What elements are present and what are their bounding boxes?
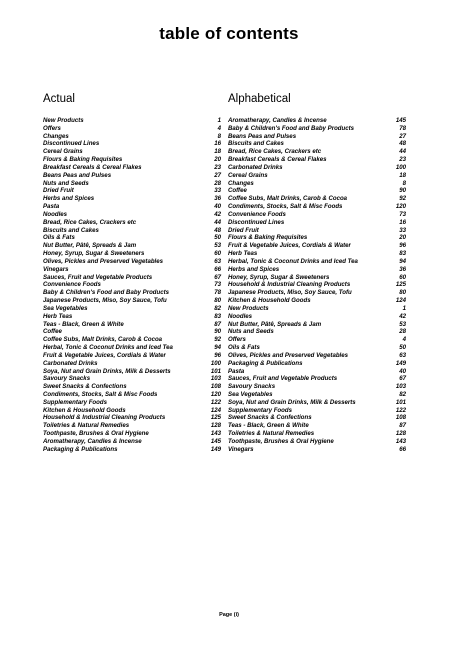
page-title: table of contents: [159, 24, 299, 43]
toc-entry: [43, 203, 221, 211]
toc-entry: [43, 148, 221, 156]
toc-entry-title: Olives, Pickles and Preserved Vegetables: [43, 257, 164, 265]
toc-entry-page-number: 103: [395, 383, 406, 391]
toc-entry: [228, 336, 406, 344]
toc-entry: [228, 375, 406, 383]
toc-entry: [228, 164, 406, 172]
toc-entry-title: Breakfast Cereals & Cereal Flakes: [43, 163, 142, 171]
toc-entry-page-number: 83: [399, 250, 406, 258]
toc-entry-page-number: 67: [214, 273, 221, 281]
toc-entry: [228, 133, 406, 141]
toc-entry-title: Oils & Fats: [43, 234, 75, 242]
toc-entry: [43, 195, 221, 203]
toc-entry: [228, 422, 406, 430]
toc-entry-page-number: 101: [210, 367, 221, 375]
toc-entry-page-number: 4: [402, 336, 406, 344]
toc-entry-page-number: 101: [395, 398, 406, 406]
toc-entry-page-number: 27: [399, 132, 406, 140]
toc-entry-title: Biscuits and Cakes: [228, 140, 284, 148]
toc-entry-page-number: 23: [214, 163, 221, 171]
toc-entry-page-number: 108: [210, 383, 221, 391]
toc-entry-title: Breakfast Cereals & Cereal Flakes: [228, 156, 327, 164]
toc-entry: [228, 148, 406, 156]
toc-entry: [43, 172, 221, 180]
toc-entry: [43, 164, 221, 172]
toc-entry-page-number: 63: [214, 257, 221, 265]
toc-entry: [228, 289, 406, 297]
toc-entry-title: Packaging & Publications: [228, 359, 303, 367]
toc-entry-title: Packaging & Publications: [43, 445, 118, 453]
toc-entry: [43, 305, 221, 313]
toc-entry: [228, 140, 406, 148]
toc-entry-title: Carbonated Drinks: [43, 359, 98, 367]
toc-entry-title: Carbonated Drinks: [228, 163, 283, 171]
toc-entry-page-number: 83: [214, 312, 221, 320]
toc-entry: [228, 187, 406, 195]
toc-entry-page-number: 92: [214, 336, 221, 344]
toc-column-alphabetical: [228, 92, 406, 454]
toc-entry-title: Sea Vegetables: [228, 390, 273, 398]
toc-entry-title: Nut Butter, Pâtê, Spreads & Jam: [228, 320, 322, 328]
toc-entry: [43, 328, 221, 336]
toc-entry-page-number: 87: [214, 320, 221, 328]
toc-entry-page-number: 42: [214, 210, 221, 218]
toc-entry: [43, 140, 221, 148]
toc-entry-title: Nut Butter, Pâtê, Spreads & Jam: [43, 242, 137, 250]
toc-entry-page-number: 82: [399, 390, 406, 398]
toc-entry-page-number: 66: [399, 445, 406, 453]
toc-entry: [43, 281, 221, 289]
toc-entry-title: Aromatherapy, Candles & Incense: [43, 437, 142, 445]
toc-entry-title: Noodles: [43, 210, 68, 218]
toc-entry-page-number: 28: [214, 179, 221, 187]
toc-entry-title: Oils & Fats: [228, 344, 260, 352]
toc-entry-title: Herbs and Spices: [228, 265, 280, 273]
toc-entry: [43, 180, 221, 188]
toc-entry-title: Noodles: [228, 312, 253, 320]
toc-entry: [228, 281, 406, 289]
toc-entry-page-number: 87: [399, 422, 406, 430]
toc-entry: [228, 360, 406, 368]
toc-entry: [43, 313, 221, 321]
toc-entry-title: Coffee Subs, Malt Drinks, Carob & Cocoa: [228, 195, 348, 203]
toc-entry-page-number: 8: [402, 179, 406, 187]
toc-entry-page-number: 16: [214, 140, 221, 148]
toc-entry-page-number: 48: [399, 140, 406, 148]
toc-entry-title: Pasta: [228, 367, 245, 375]
toc-entry-title: Condiments, Stocks, Salt & Misc Foods: [228, 203, 343, 211]
toc-entry-title: Teas - Black, Green & White: [43, 320, 124, 328]
toc-entry-page-number: 90: [399, 187, 406, 195]
toc-entry-title: Household & Industrial Cleaning Products: [43, 414, 166, 422]
toc-entry: [43, 383, 221, 391]
toc-entry: [228, 125, 406, 133]
toc-entry-title: Flours & Baking Requisites: [228, 234, 308, 242]
toc-entry-title: Offers: [43, 124, 61, 132]
toc-entry-page-number: 122: [210, 398, 221, 406]
toc-entry: [228, 195, 406, 203]
toc-entry: [43, 250, 221, 258]
toc-entry-title: Teas - Black, Green & White: [228, 422, 309, 430]
toc-entry-page-number: 92: [399, 195, 406, 203]
toc-entry: [228, 219, 406, 227]
toc-entry-title: Herb Teas: [43, 312, 73, 320]
toc-entry-page-number: 20: [399, 234, 406, 242]
toc-entry: [43, 187, 221, 195]
toc-entry: [43, 430, 221, 438]
toc-entry-title: Sea Vegetables: [43, 304, 88, 312]
toc-entry-page-number: 145: [395, 117, 406, 124]
toc-entry-page-number: 60: [399, 273, 406, 281]
toc-entry-page-number: 73: [399, 210, 406, 218]
toc-entry: [228, 407, 406, 415]
toc-entry-title: Toothpaste, Brushes & Oral Hygiene: [43, 430, 149, 438]
toc-entry-title: Kitchen & Household Goods: [43, 406, 126, 414]
toc-entry-page-number: 36: [214, 195, 221, 203]
toc-entry: [43, 125, 221, 133]
toc-entry-page-number: 100: [395, 163, 406, 171]
toc-entry-title: Honey, Syrup, Sugar & Sweeteners: [43, 250, 145, 258]
toc-entry: [228, 391, 406, 399]
toc-entry-page-number: 128: [395, 430, 406, 438]
toc-entry: [228, 297, 406, 305]
toc-entry-title: Savoury Snacks: [43, 375, 91, 383]
toc-entry: [228, 305, 406, 313]
toc-entry-title: Bread, Rice Cakes, Crackers etc: [43, 218, 137, 226]
toc-entry-page-number: 108: [395, 414, 406, 422]
toc-entry: [228, 414, 406, 422]
toc-entry-title: Changes: [228, 179, 254, 187]
toc-entry-title: Convenience Foods: [228, 210, 286, 218]
toc-entry: [43, 133, 221, 141]
toc-entry-page-number: 103: [210, 375, 221, 383]
toc-entry-page-number: 78: [214, 289, 221, 297]
toc-entry-title: Biscuits and Cakes: [43, 226, 99, 234]
toc-entry: [228, 156, 406, 164]
toc-entry-title: Baby & Children's Food and Baby Products: [228, 124, 355, 132]
toc-entry-page-number: 128: [210, 422, 221, 430]
toc-entry-page-number: 143: [210, 430, 221, 438]
toc-entry: [43, 414, 221, 422]
toc-entry-page-number: 28: [399, 328, 406, 336]
toc-entry-title: New Products: [228, 304, 269, 312]
toc-entry-page-number: 40: [214, 203, 221, 211]
toc-entry: [43, 352, 221, 360]
toc-entry-page-number: 36: [399, 265, 406, 273]
page-number-footer: Page (i): [219, 612, 239, 618]
toc-entry: [228, 172, 406, 180]
toc-entry: [43, 117, 221, 125]
toc-entry-title: Vinegars: [43, 265, 69, 273]
toc-entry-page-number: 80: [214, 297, 221, 305]
toc-entry-title: Soya, Nut and Grain Drinks, Milk & Desserts: [228, 398, 356, 406]
toc-entry-page-number: 149: [395, 359, 406, 367]
toc-entry-title: New Products: [43, 117, 84, 124]
toc-column-actual: [43, 92, 221, 454]
toc-entry-page-number: 53: [214, 242, 221, 250]
toc-entry: [228, 352, 406, 360]
toc-entry-title: Flours & Baking Requisites: [43, 156, 123, 164]
toc-entry-title: Herb Teas: [228, 250, 258, 258]
toc-entry-title: Honey, Syrup, Sugar & Sweeteners: [228, 273, 330, 281]
toc-entry-title: Condiments, Stocks, Salt & Misc Foods: [43, 390, 158, 398]
toc-entry-title: Toiletries & Natural Remedies: [43, 422, 130, 430]
toc-entry: [228, 227, 406, 235]
toc-entry-title: Cereal Grains: [228, 171, 268, 179]
toc-entry: [228, 383, 406, 391]
toc-entry-page-number: 33: [214, 187, 221, 195]
toc-entry-page-number: 50: [399, 344, 406, 352]
toc-entry: [43, 266, 221, 274]
toc-entry: [228, 234, 406, 242]
toc-entry: [43, 422, 221, 430]
toc-entry-title: Toothpaste, Brushes & Oral Hygiene: [228, 437, 334, 445]
toc-entry-title: Herbs and Spices: [43, 195, 95, 203]
toc-entry-title: Beans Peas and Pulses: [228, 132, 297, 140]
toc-entry: [228, 258, 406, 266]
toc-entry: [43, 156, 221, 164]
toc-entry-page-number: 96: [399, 242, 406, 250]
toc-entry: [228, 180, 406, 188]
toc-entry-page-number: 1: [217, 117, 221, 124]
toc-entry-page-number: 18: [214, 148, 221, 156]
toc-entry-title: Fruit & Vegetable Juices, Cordials & Water: [228, 242, 351, 250]
toc-entry: [43, 446, 221, 454]
toc-entry-title: Discontinued Lines: [43, 140, 100, 148]
toc-entry: [228, 203, 406, 211]
toc-entry-page-number: 120: [210, 390, 221, 398]
toc-entry-title: Sauces, Fruit and Vegetable Products: [228, 375, 338, 383]
toc-entry-title: Sauces, Fruit and Vegetable Products: [43, 273, 153, 281]
toc-entry: [43, 227, 221, 235]
toc-entry: [43, 407, 221, 415]
toc-entry: [43, 297, 221, 305]
toc-entry-title: Pasta: [43, 203, 60, 211]
toc-entry-page-number: 8: [217, 132, 221, 140]
toc-entry-page-number: 143: [395, 437, 406, 445]
toc-entry-title: Herbal, Tonic & Coconut Drinks and Iced Tea: [228, 257, 358, 265]
toc-entry: [43, 242, 221, 250]
toc-entry-page-number: 67: [399, 375, 406, 383]
toc-entry-page-number: 63: [399, 351, 406, 359]
toc-entry: [228, 321, 406, 329]
toc-entry-page-number: 82: [214, 304, 221, 312]
toc-entry-page-number: 50: [214, 234, 221, 242]
toc-entry-title: Cereal Grains: [43, 148, 83, 156]
toc-entry-page-number: 124: [210, 406, 221, 414]
toc-entry: [43, 219, 221, 227]
toc-entry-title: Offers: [228, 336, 246, 344]
toc-entry-title: Vinegars: [228, 445, 254, 453]
toc-entry-page-number: 40: [399, 367, 406, 375]
toc-entry-page-number: 48: [214, 226, 221, 234]
toc-entry: [228, 250, 406, 258]
toc-entry-page-number: 27: [214, 171, 221, 179]
toc-entry-title: Kitchen & Household Goods: [228, 297, 311, 305]
toc-entry: [228, 274, 406, 282]
toc-entry: [228, 368, 406, 376]
toc-entry-title: Sweet Snacks & Confections: [43, 383, 127, 391]
column-heading-alphabetical: Alphabetical: [228, 93, 291, 105]
toc-entry-title: Discontinued Lines: [228, 218, 285, 226]
toc-entry: [228, 344, 406, 352]
toc-entry-page-number: 94: [214, 344, 221, 352]
toc-entry: [43, 211, 221, 219]
toc-entry: [43, 234, 221, 242]
toc-entry-page-number: 42: [399, 312, 406, 320]
toc-list-actual: [43, 117, 221, 454]
toc-entry: [228, 438, 406, 446]
toc-entry-title: Coffee Subs, Malt Drinks, Carob & Cocoa: [43, 336, 163, 344]
toc-entry-title: Dried Fruit: [228, 226, 259, 234]
toc-entry-page-number: 73: [214, 281, 221, 289]
toc-entry: [43, 375, 221, 383]
toc-entry-page-number: 53: [399, 320, 406, 328]
toc-entry-title: Savoury Snacks: [228, 383, 276, 391]
toc-entry: [228, 313, 406, 321]
toc-entry-title: Nuts and Seeds: [43, 179, 89, 187]
toc-entry-page-number: 60: [214, 250, 221, 258]
toc-entry-title: Baby & Children's Food and Baby Products: [43, 289, 170, 297]
toc-entry: [43, 258, 221, 266]
toc-entry-title: Olives, Pickles and Preserved Vegetables: [228, 351, 349, 359]
toc-entry: [43, 336, 221, 344]
toc-entry-title: Bread, Rice Cakes, Crackers etc: [228, 148, 322, 156]
toc-entry-page-number: 96: [214, 351, 221, 359]
toc-entry: [43, 321, 221, 329]
toc-entry: [43, 360, 221, 368]
toc-entry: [43, 274, 221, 282]
toc-entry-title: Fruit & Vegetable Juices, Cordials & Water: [43, 351, 166, 359]
toc-entry-title: Changes: [43, 132, 69, 140]
toc-entry: [228, 328, 406, 336]
column-heading-actual: Actual: [43, 93, 75, 105]
toc-entry-title: Coffee: [228, 187, 247, 195]
toc-entry-page-number: 16: [399, 218, 406, 226]
toc-entry-title: Convenience Foods: [43, 281, 101, 289]
toc-entry: [228, 211, 406, 219]
toc-entry-page-number: 18: [399, 171, 406, 179]
toc-entry-page-number: 124: [395, 297, 406, 305]
toc-entry-page-number: 20: [214, 156, 221, 164]
toc-entry-page-number: 120: [395, 203, 406, 211]
toc-entry: [228, 117, 406, 125]
toc-entry: [228, 399, 406, 407]
toc-entry-page-number: 125: [210, 414, 221, 422]
toc-entry: [43, 438, 221, 446]
toc-entry-title: Supplementary Foods: [228, 406, 292, 414]
toc-entry: [43, 399, 221, 407]
toc-entry-page-number: 4: [217, 124, 221, 132]
toc-entry-title: Dried Fruit: [43, 187, 74, 195]
toc-entry-page-number: 145: [210, 437, 221, 445]
toc-entry-title: Household & Industrial Cleaning Products: [228, 281, 351, 289]
toc-entry-page-number: 1: [402, 304, 406, 312]
toc-entry-page-number: 90: [214, 328, 221, 336]
toc-entry-title: Japanese Products, Miso, Soy Sauce, Tofu: [43, 297, 167, 305]
toc-list-alphabetical: [228, 117, 406, 454]
toc-entry-page-number: 149: [210, 445, 221, 453]
toc-entry-page-number: 78: [399, 124, 406, 132]
toc-entry-title: Supplementary Foods: [43, 398, 107, 406]
toc-entry-title: Coffee: [43, 328, 62, 336]
toc-entry-page-number: 44: [214, 218, 221, 226]
toc-entry: [228, 266, 406, 274]
toc-entry: [43, 368, 221, 376]
toc-entry: [43, 289, 221, 297]
toc-entry-title: Soya, Nut and Grain Drinks, Milk & Desserts: [43, 367, 171, 375]
toc-entry-title: Toiletries & Natural Remedies: [228, 430, 315, 438]
toc-entry: [43, 391, 221, 399]
toc-entry-page-number: 100: [210, 359, 221, 367]
toc-entry-title: Beans Peas and Pulses: [43, 171, 112, 179]
toc-entry-page-number: 23: [399, 156, 406, 164]
toc-entry-title: Nuts and Seeds: [228, 328, 274, 336]
toc-entry-page-number: 94: [399, 257, 406, 265]
toc-entry-page-number: 66: [214, 265, 221, 273]
toc-entry-title: Aromatherapy, Candles & Incense: [228, 117, 327, 124]
toc-entry-page-number: 125: [395, 281, 406, 289]
toc-entry-page-number: 122: [395, 406, 406, 414]
toc-entry: [228, 242, 406, 250]
toc-entry-title: Herbal, Tonic & Coconut Drinks and Iced Tea: [43, 344, 173, 352]
toc-entry-page-number: 33: [399, 226, 406, 234]
toc-entry: [43, 344, 221, 352]
toc-entry-page-number: 80: [399, 289, 406, 297]
toc-entry-title: Sweet Snacks & Confections: [228, 414, 312, 422]
toc-entry: [228, 430, 406, 438]
toc-entry-page-number: 44: [399, 148, 406, 156]
toc-entry: [228, 446, 406, 454]
toc-entry-title: Japanese Products, Miso, Soy Sauce, Tofu: [228, 289, 352, 297]
